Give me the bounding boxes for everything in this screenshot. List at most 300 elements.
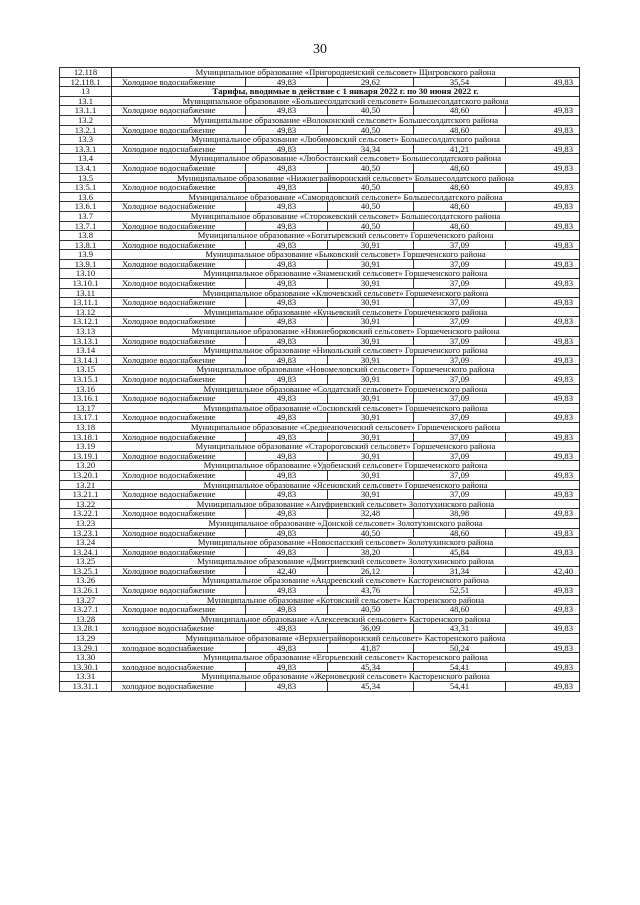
- tariff-value: 49,83: [246, 470, 328, 480]
- table-row-municipality: [60, 96, 580, 106]
- row-number: 13.6: [60, 192, 112, 202]
- tariff-value: 49,83: [506, 624, 580, 634]
- table-row-municipality: [60, 288, 580, 298]
- row-number: 13.22: [60, 499, 112, 509]
- municipality-name: Муниципальное образование «Никольский сельсовет» Горшеченского района: [112, 346, 580, 356]
- tariff-value: 43,31: [414, 624, 506, 634]
- row-number: 13.31: [60, 672, 112, 682]
- tariff-value: 40,50: [328, 221, 414, 231]
- tariff-value: 37,09: [414, 298, 506, 308]
- service-name: Холодное водоснабжение: [112, 106, 246, 116]
- service-name: Холодное водоснабжение: [112, 605, 246, 615]
- table-row-municipality: [60, 154, 580, 164]
- table-row-municipality: [60, 672, 580, 682]
- row-number: 13.13: [60, 327, 112, 337]
- tariff-value: 49,83: [246, 355, 328, 365]
- row-number: 13.2.1: [60, 125, 112, 135]
- row-number: 13.1: [60, 96, 112, 106]
- table-row-tariff: [60, 624, 580, 634]
- municipality-name: Муниципальное образование «Новомеловский сельсовет» Горшеченского района: [112, 365, 580, 375]
- tariff-value: 30,91: [328, 451, 414, 461]
- table-row-tariff: [60, 221, 580, 231]
- row-number: 13.15: [60, 365, 112, 375]
- tariff-value: 38,98: [414, 509, 506, 519]
- tariff-value: 40,50: [328, 605, 414, 615]
- tariff-value: 35,54: [414, 77, 506, 87]
- tariff-value: 49,83: [246, 413, 328, 423]
- table-row-tariff: [60, 240, 580, 250]
- row-number: 13.20.1: [60, 470, 112, 480]
- service-name: холодное водоснабжение: [112, 662, 246, 672]
- tariff-value: 37,09: [414, 451, 506, 461]
- table-row-municipality: [60, 614, 580, 624]
- service-name: Холодное водоснабжение: [112, 298, 246, 308]
- tariff-value: 49,83: [246, 394, 328, 404]
- service-name: Холодное водоснабжение: [112, 509, 246, 519]
- tariff-value: 37,09: [414, 432, 506, 442]
- table-row-tariff: [60, 451, 580, 461]
- municipality-name: Муниципальное образование «Саморядовский сельсовет» Большесолдатского района: [112, 192, 580, 202]
- row-number: 13.23.1: [60, 528, 112, 538]
- row-number: 13.21.1: [60, 490, 112, 500]
- tariff-value: 49,83: [506, 528, 580, 538]
- tariff-value: 30,91: [328, 470, 414, 480]
- row-number: 13.21: [60, 480, 112, 490]
- page-number: 30: [313, 42, 327, 57]
- tariff-value: 49,83: [506, 144, 580, 154]
- table-row-municipality: [60, 634, 580, 644]
- row-number: 13.10.1: [60, 279, 112, 289]
- service-name: Холодное водоснабжение: [112, 586, 246, 596]
- tariff-value: 40,50: [328, 183, 414, 193]
- tariff-value: 49,83: [246, 221, 328, 231]
- tariff-value: 30,91: [328, 336, 414, 346]
- tariff-value: 48,60: [414, 202, 506, 212]
- row-number: 13.8: [60, 231, 112, 241]
- tariff-value: 49,83: [246, 298, 328, 308]
- service-name: Холодное водоснабжение: [112, 163, 246, 173]
- municipality-name: Муниципальное образование «Сосновский сельсовет» Горшеченского района: [112, 403, 580, 413]
- tariff-value: 49,83: [506, 77, 580, 87]
- tariff-value: 41,21: [414, 144, 506, 154]
- table-row-tariff: [60, 259, 580, 269]
- table-row-municipality: [60, 365, 580, 375]
- row-number: 13.9: [60, 250, 112, 260]
- tariff-value: 49,83: [246, 106, 328, 116]
- table-row-municipality: [60, 307, 580, 317]
- service-name: Холодное водоснабжение: [112, 202, 246, 212]
- tariff-value: 49,83: [506, 375, 580, 385]
- table-row-tariff: [60, 317, 580, 327]
- row-number: 13.18.1: [60, 432, 112, 442]
- tariff-value: 37,09: [414, 355, 506, 365]
- tariff-value: 32,48: [328, 509, 414, 519]
- tariff-value: 49,83: [246, 163, 328, 173]
- tariff-value: 49,83: [246, 77, 328, 87]
- row-number: 13.12.1: [60, 317, 112, 327]
- municipality-name: Муниципальное образование «Куньевский сельсовет» Горшеченского района: [112, 307, 580, 317]
- table-row-tariff: [60, 279, 580, 289]
- tariff-value: 48,60: [414, 183, 506, 193]
- service-name: Холодное водоснабжение: [112, 451, 246, 461]
- table-row-tariff: [60, 77, 580, 87]
- table-row-municipality: [60, 68, 580, 78]
- tariff-value: 45,84: [414, 547, 506, 557]
- row-number: 13.25: [60, 557, 112, 567]
- tariff-value: 49,83: [246, 432, 328, 442]
- row-number: 13: [60, 87, 112, 97]
- table-row-tariff: [60, 355, 580, 365]
- service-name: холодное водоснабжение: [112, 682, 246, 692]
- tariff-value: 49,83: [506, 106, 580, 116]
- service-name: Холодное водоснабжение: [112, 221, 246, 231]
- tariff-value: 49,83: [506, 125, 580, 135]
- tariff-value: 30,91: [328, 375, 414, 385]
- tariff-value: 30,91: [328, 240, 414, 250]
- table-row-tariff: [60, 682, 580, 692]
- tariff-value: 54,41: [414, 662, 506, 672]
- row-number: 13.11: [60, 288, 112, 298]
- row-number: 13.5.1: [60, 183, 112, 193]
- service-name: Холодное водоснабжение: [112, 317, 246, 327]
- tariff-value: 48,60: [414, 528, 506, 538]
- tariff-value: 48,60: [414, 605, 506, 615]
- municipality-name: Муниципальное образование «Андреевский сельсовет» Касторенского района: [112, 576, 580, 586]
- row-number: 13.17.1: [60, 413, 112, 423]
- tariff-value: 40,50: [328, 125, 414, 135]
- municipality-name: Муниципальное образование «Солдатский сельсовет» Горшеченского района: [112, 384, 580, 394]
- municipality-name: Муниципальное образование «Любостанский сельсовет» Большесолдатского района: [112, 154, 580, 164]
- row-number: 13.29.1: [60, 643, 112, 653]
- row-number: 13.7: [60, 211, 112, 221]
- tariff-value: 49,83: [246, 509, 328, 519]
- tariff-value: 30,91: [328, 259, 414, 269]
- row-number: 13.12: [60, 307, 112, 317]
- tariff-value: 49,83: [246, 586, 328, 596]
- table-row-tariff: [60, 490, 580, 500]
- table-row-tariff: [60, 125, 580, 135]
- tariff-value: 40,50: [328, 163, 414, 173]
- service-name: Холодное водоснабжение: [112, 432, 246, 442]
- tariff-value: 37,09: [414, 279, 506, 289]
- service-name: Холодное водоснабжение: [112, 279, 246, 289]
- row-number: 13.15.1: [60, 375, 112, 385]
- row-number: 13.30: [60, 653, 112, 663]
- table-row-municipality: [60, 538, 580, 548]
- tariff-value: 40,50: [328, 528, 414, 538]
- row-number: 13.10: [60, 269, 112, 279]
- row-number: 13.26.1: [60, 586, 112, 596]
- table-row-municipality: [60, 211, 580, 221]
- tariff-value: 49,83: [506, 183, 580, 193]
- tariff-value: 49,83: [246, 375, 328, 385]
- row-number: 13.25.1: [60, 566, 112, 576]
- tariff-value: 52,51: [414, 586, 506, 596]
- table-row-municipality: [60, 192, 580, 202]
- tariff-table: [59, 67, 580, 692]
- row-number: 13.31.1: [60, 682, 112, 692]
- row-number: 13.17: [60, 403, 112, 413]
- row-number: 13.4.1: [60, 163, 112, 173]
- row-number: 13.24.1: [60, 547, 112, 557]
- municipality-name: Муниципальное образование «Жерновецкий сельсовет» Касторенского района: [112, 672, 580, 682]
- tariff-value: 31,34: [414, 566, 506, 576]
- row-number: 13.2: [60, 115, 112, 125]
- tariff-value: 49,83: [246, 490, 328, 500]
- tariff-value: 50,24: [414, 643, 506, 653]
- table-row-tariff: [60, 547, 580, 557]
- table-row-municipality: [60, 422, 580, 432]
- row-number: 13.27.1: [60, 605, 112, 615]
- municipality-name: Муниципальное образование «Верхнеграйворонский сельсовет» Касторенского района: [112, 634, 580, 644]
- tariff-value: 49,83: [506, 336, 580, 346]
- table-row-municipality: [60, 135, 580, 145]
- municipality-name: Муниципальное образование «Алексеевский сельсовет» Касторенского района: [112, 614, 580, 624]
- municipality-name: Муниципальное образование «Старороговский сельсовет» Горшеченского района: [112, 442, 580, 452]
- table-row-municipality: [60, 173, 580, 183]
- tariff-value: 48,60: [414, 163, 506, 173]
- service-name: Холодное водоснабжение: [112, 240, 246, 250]
- tariff-value: 30,91: [328, 355, 414, 365]
- municipality-name: Муниципальное образование «Знаменский сельсовет» Горшеченского района: [112, 269, 580, 279]
- table-row-tariff: [60, 163, 580, 173]
- table-row-tariff: [60, 528, 580, 538]
- tariff-value: 49,83: [506, 490, 580, 500]
- table-row-municipality: [60, 461, 580, 471]
- row-number: 13.28: [60, 614, 112, 624]
- tariff-value: 49,83: [506, 605, 580, 615]
- tariff-value: 49,83: [246, 259, 328, 269]
- tariff-value: 49,83: [506, 259, 580, 269]
- tariff-value: 49,83: [506, 279, 580, 289]
- tariff-value: 49,83: [246, 240, 328, 250]
- tariff-value: 30,91: [328, 490, 414, 500]
- table-row-municipality: [60, 499, 580, 509]
- tariff-value: 29,62: [328, 77, 414, 87]
- table-row-municipality: [60, 595, 580, 605]
- table-row-tariff: [60, 394, 580, 404]
- service-name: Холодное водоснабжение: [112, 566, 246, 576]
- tariff-value: 49,83: [246, 202, 328, 212]
- table-row-municipality: [60, 518, 580, 528]
- municipality-name: Муниципальное образование «Сторожевский сельсовет» Большесолдатского района: [112, 211, 580, 221]
- tariff-value: 48,60: [414, 221, 506, 231]
- tariff-value: 49,83: [506, 394, 580, 404]
- table-row-tariff: [60, 432, 580, 442]
- table-row-tariff: [60, 643, 580, 653]
- service-name: холодное водоснабжение: [112, 643, 246, 653]
- table-row-tariff: [60, 586, 580, 596]
- tariff-value: 54,41: [414, 682, 506, 692]
- table-row-tariff: [60, 144, 580, 154]
- tariff-value: 30,91: [328, 317, 414, 327]
- row-number: 13.19: [60, 442, 112, 452]
- table-row-tariff: [60, 413, 580, 423]
- service-name: Холодное водоснабжение: [112, 77, 246, 87]
- municipality-name: Муниципальное образование «Любимовский сельсовет» Большесолдатского района: [112, 135, 580, 145]
- table-row-municipality: [60, 576, 580, 586]
- row-number: 13.9.1: [60, 259, 112, 269]
- tariff-value: 49,83: [246, 183, 328, 193]
- tariff-value: 49,83: [506, 451, 580, 461]
- municipality-name: Муниципальное образование «Пригородненский сельсовет» Щигровского района: [112, 68, 580, 78]
- table-row-tariff: [60, 470, 580, 480]
- tariff-value: 37,09: [414, 490, 506, 500]
- service-name: Холодное водоснабжение: [112, 547, 246, 557]
- row-number: 12.118: [60, 68, 112, 78]
- service-name: Холодное водоснабжение: [112, 125, 246, 135]
- municipality-name: Муниципальное образование «Ануфриевский сельсовет» Золотухинского района: [112, 499, 580, 509]
- service-name: Холодное водоснабжение: [112, 528, 246, 538]
- row-number: 12.118.1: [60, 77, 112, 87]
- service-name: Холодное водоснабжение: [112, 470, 246, 480]
- tariff-value: 49,83: [506, 432, 580, 442]
- table-row-municipality: [60, 403, 580, 413]
- tariff-value: 38,20: [328, 547, 414, 557]
- tariff-value: 30,91: [328, 298, 414, 308]
- tariff-value: 49,83: [506, 202, 580, 212]
- row-number: 13.19.1: [60, 451, 112, 461]
- tariff-value: 49,83: [506, 355, 580, 365]
- service-name: Холодное водоснабжение: [112, 394, 246, 404]
- row-number: 13.20: [60, 461, 112, 471]
- tariff-value: 30,91: [328, 394, 414, 404]
- table-row-municipality: [60, 480, 580, 490]
- row-number: 13.11.1: [60, 298, 112, 308]
- municipality-name: Муниципальное образование «Донской сельсовет» Золотухинского района: [112, 518, 580, 528]
- row-number: 13.1.1: [60, 106, 112, 116]
- municipality-name: Муниципальное образование «Волоконский сельсовет» Большесолдатского района: [112, 115, 580, 125]
- row-number: 13.28.1: [60, 624, 112, 634]
- tariff-value: 49,83: [506, 298, 580, 308]
- table-row-tariff: [60, 336, 580, 346]
- row-number: 13.23: [60, 518, 112, 528]
- service-name: Холодное водоснабжение: [112, 413, 246, 423]
- table-row-municipality: [60, 442, 580, 452]
- service-name: Холодное водоснабжение: [112, 336, 246, 346]
- table-row-tariff: [60, 106, 580, 116]
- tariff-value: 49,83: [246, 125, 328, 135]
- tariff-value: 49,83: [506, 662, 580, 672]
- tariff-value: 49,83: [246, 317, 328, 327]
- tariff-value: 49,83: [246, 528, 328, 538]
- service-name: Холодное водоснабжение: [112, 375, 246, 385]
- table-row-municipality: [60, 653, 580, 663]
- tariff-value: 40,50: [328, 106, 414, 116]
- tariff-value: 40,50: [328, 202, 414, 212]
- municipality-name: Муниципальное образование «Ясеновский сельсовет» Горшеченского района: [112, 480, 580, 490]
- table-row-municipality: [60, 269, 580, 279]
- municipality-name: Муниципальное образование «Среднеапоченский сельсовет» Горшеченского района: [112, 422, 580, 432]
- row-number: 13.22.1: [60, 509, 112, 519]
- tariff-value: 49,83: [506, 682, 580, 692]
- tariff-value: 49,83: [246, 643, 328, 653]
- tariff-value: 37,09: [414, 240, 506, 250]
- table-row-tariff: [60, 605, 580, 615]
- municipality-name: Муниципальное образование «Новоспасский сельсовет» Золотухинского района: [112, 538, 580, 548]
- tariff-value: 49,83: [506, 470, 580, 480]
- tariff-value: 48,60: [414, 125, 506, 135]
- table-row-tariff: [60, 298, 580, 308]
- municipality-name: Муниципальное образование «Нижнеборковский сельсовет» Горшеченского района: [112, 327, 580, 337]
- row-number: 13.13.1: [60, 336, 112, 346]
- tariff-value: 49,83: [246, 682, 328, 692]
- table-row-section-heading: [60, 87, 580, 97]
- tariff-value: 45,34: [328, 682, 414, 692]
- row-number: 13.24: [60, 538, 112, 548]
- row-number: 13.7.1: [60, 221, 112, 231]
- tariff-value: 49,83: [506, 240, 580, 250]
- tariff-value: 49,83: [506, 221, 580, 231]
- tariff-value: 30,91: [328, 413, 414, 423]
- row-number: 13.14: [60, 346, 112, 356]
- tariff-value: 49,83: [246, 547, 328, 557]
- tariff-value: 37,09: [414, 317, 506, 327]
- tariff-value: 37,09: [414, 394, 506, 404]
- tariff-value: 49,83: [506, 586, 580, 596]
- tariff-value: 49,83: [506, 509, 580, 519]
- tariff-value: 49,83: [506, 547, 580, 557]
- tariff-value: 37,09: [414, 375, 506, 385]
- tariff-value: 37,09: [414, 470, 506, 480]
- tariff-value: 41,87: [328, 643, 414, 653]
- table-row-tariff: [60, 509, 580, 519]
- municipality-name: Муниципальное образование «Быковский сельсовет» Горшеченского района: [112, 250, 580, 260]
- tariff-value: 49,83: [246, 144, 328, 154]
- row-number: 13.3: [60, 135, 112, 145]
- municipality-name: Муниципальное образование «Ключевский сельсовет» Горшеченского района: [112, 288, 580, 298]
- tariff-value: 49,83: [246, 662, 328, 672]
- tariff-value: 49,83: [246, 451, 328, 461]
- service-name: Холодное водоснабжение: [112, 355, 246, 365]
- tariff-value: 42,40: [506, 566, 580, 576]
- municipality-name: Муниципальное образование «Котовский сельсовет» Касторенского района: [112, 595, 580, 605]
- tariff-value: 49,83: [246, 336, 328, 346]
- row-number: 13.14.1: [60, 355, 112, 365]
- table-row-tariff: [60, 202, 580, 212]
- row-number: 13.5: [60, 173, 112, 183]
- table-row-municipality: [60, 231, 580, 241]
- municipality-name: Муниципальное образование «Удобенский сельсовет» Горшеченского района: [112, 461, 580, 471]
- tariff-value: 42,40: [246, 566, 328, 576]
- municipality-name: Муниципальное образование «Богатыревский сельсовет» Горшеченского района: [112, 231, 580, 241]
- row-number: 13.30.1: [60, 662, 112, 672]
- tariff-value: 49,83: [506, 163, 580, 173]
- table-row-tariff: [60, 662, 580, 672]
- row-number: 13.16: [60, 384, 112, 394]
- row-number: 13.18: [60, 422, 112, 432]
- municipality-name: Муниципальное образование «Нижнеграйворонский сельсовет» Большесолдатского района: [112, 173, 580, 183]
- table-row-tariff: [60, 566, 580, 576]
- table-row-tariff: [60, 183, 580, 193]
- municipality-name: Муниципальное образование «Егорьевский сельсовет» Касторенского района: [112, 653, 580, 663]
- row-number: 13.29: [60, 634, 112, 644]
- table-row-municipality: [60, 250, 580, 260]
- municipality-name: Муниципальное образование «Дмитриевский сельсовет» Золотухинского района: [112, 557, 580, 567]
- tariff-value: 36,09: [328, 624, 414, 634]
- tariff-value: 49,83: [246, 279, 328, 289]
- municipality-name: Муниципальное образование «Большесолдатский сельсовет» Большесолдатского района: [112, 96, 580, 106]
- service-name: холодное водоснабжение: [112, 624, 246, 634]
- tariff-value: 49,83: [246, 605, 328, 615]
- service-name: Холодное водоснабжение: [112, 490, 246, 500]
- row-number: 13.27: [60, 595, 112, 605]
- tariff-value: 26,12: [328, 566, 414, 576]
- service-name: Холодное водоснабжение: [112, 183, 246, 193]
- row-number: 13.8.1: [60, 240, 112, 250]
- table-row-municipality: [60, 327, 580, 337]
- tariff-value: 30,91: [328, 432, 414, 442]
